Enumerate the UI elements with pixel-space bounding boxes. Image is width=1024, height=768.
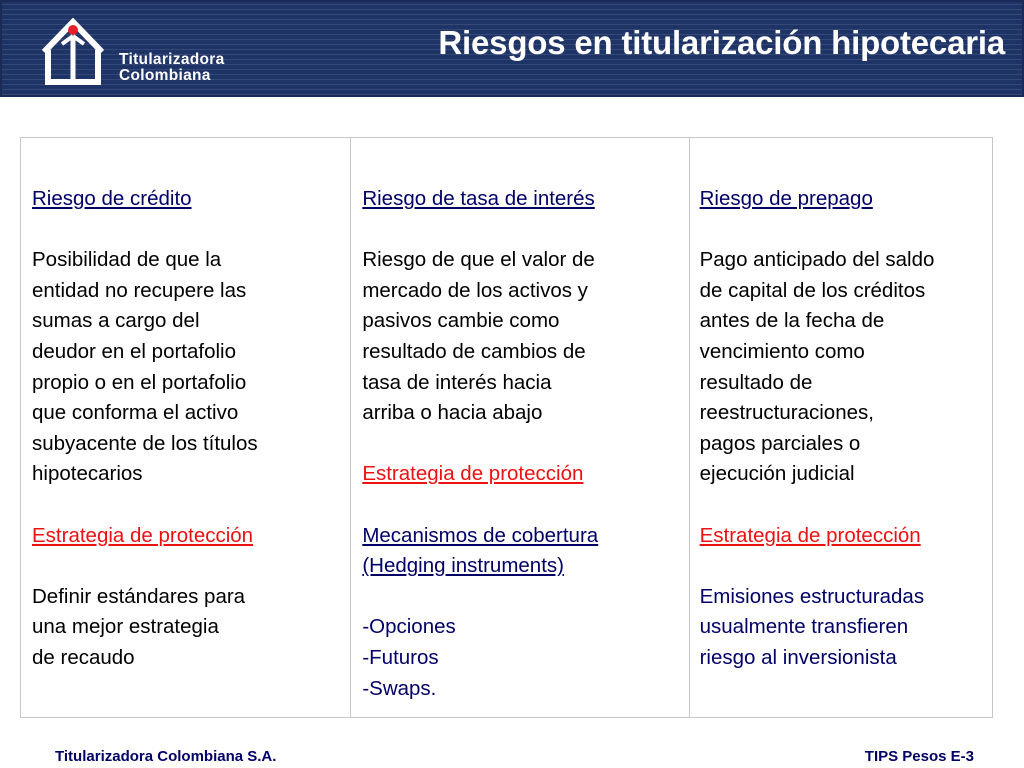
description-line: hipotecarios: [32, 462, 143, 486]
description-line: antes de la fecha de: [699, 309, 885, 333]
mechanism-item: -Swaps.: [362, 676, 437, 700]
column-prepayment-risk: [690, 138, 992, 717]
description-line: pagos parciales o: [699, 431, 861, 455]
risk-table: [20, 137, 993, 718]
description-line: arriba o hacia abajo: [362, 401, 543, 425]
strategy-label: Estrategia de protección: [362, 462, 584, 486]
mechanism-item: -Futuros: [362, 645, 439, 669]
strategy-line: riesgo al inversionista: [699, 645, 897, 669]
strategy-label: Estrategia de protección: [699, 523, 921, 547]
description-line: mercado de los activos y: [362, 278, 588, 302]
description-line: Posibilidad de que la: [32, 248, 222, 272]
mechanisms-title: (Hedging instruments): [362, 554, 564, 578]
mechanism-item: -Opciones: [362, 615, 456, 639]
description-line: subyacente de los títulos: [32, 431, 258, 455]
description-line: ejecución judicial: [699, 462, 855, 486]
credit-risk-heading: Riesgo de crédito: [32, 187, 192, 210]
strategy-label: Estrategia de protección: [32, 523, 254, 547]
description-line: de capital de los créditos: [699, 278, 926, 302]
description-line: resultado de: [699, 370, 813, 394]
strategy-line: una mejor estrategia: [32, 615, 219, 639]
description-line: pasivos cambie como: [362, 309, 560, 333]
strategy-line: usualmente transfieren: [699, 615, 909, 639]
description-line: Pago anticipado del saldo: [699, 248, 935, 272]
brand-line-1: Titularizadora: [119, 51, 225, 68]
column-interest-rate-risk: [351, 138, 689, 717]
description-line: entidad no recupere las: [32, 278, 247, 302]
column-credit-risk: [21, 138, 351, 717]
mechanisms-title: Mecanismos de cobertura: [362, 523, 599, 547]
strategy-line: Definir estándares para: [32, 584, 246, 608]
header-banner: [0, 0, 1024, 97]
titularizadora-logo-icon: [38, 14, 108, 86]
page-title: Riesgos en titularización hipotecaria: [438, 24, 1005, 61]
prepayment-risk-heading: Riesgo de prepago: [699, 187, 873, 210]
description-line: propio o en el portafolio: [32, 370, 247, 394]
brand-line-2: Colombiana: [119, 67, 211, 84]
description-line: Riesgo de que el valor de: [362, 248, 595, 272]
description-line: resultado de cambios de: [362, 339, 586, 363]
interest-rate-risk-heading: Riesgo de tasa de interés: [362, 187, 595, 210]
brand-name: [119, 52, 225, 84]
description-line: vencimiento como: [699, 339, 865, 363]
strategy-line: de recaudo: [32, 645, 135, 669]
description-line: tasa de interés hacia: [362, 370, 552, 394]
footer-company: Titularizadora Colombiana S.A.: [55, 748, 277, 765]
footer-slide-id: TIPS Pesos E-3: [864, 748, 974, 765]
description-line: reestructuraciones,: [699, 401, 874, 425]
description-line: que conforma el activo: [32, 401, 239, 425]
description-line: deudor en el portafolio: [32, 339, 237, 363]
strategy-line: Emisiones estructuradas: [699, 584, 925, 608]
description-line: sumas a cargo del: [32, 309, 200, 333]
